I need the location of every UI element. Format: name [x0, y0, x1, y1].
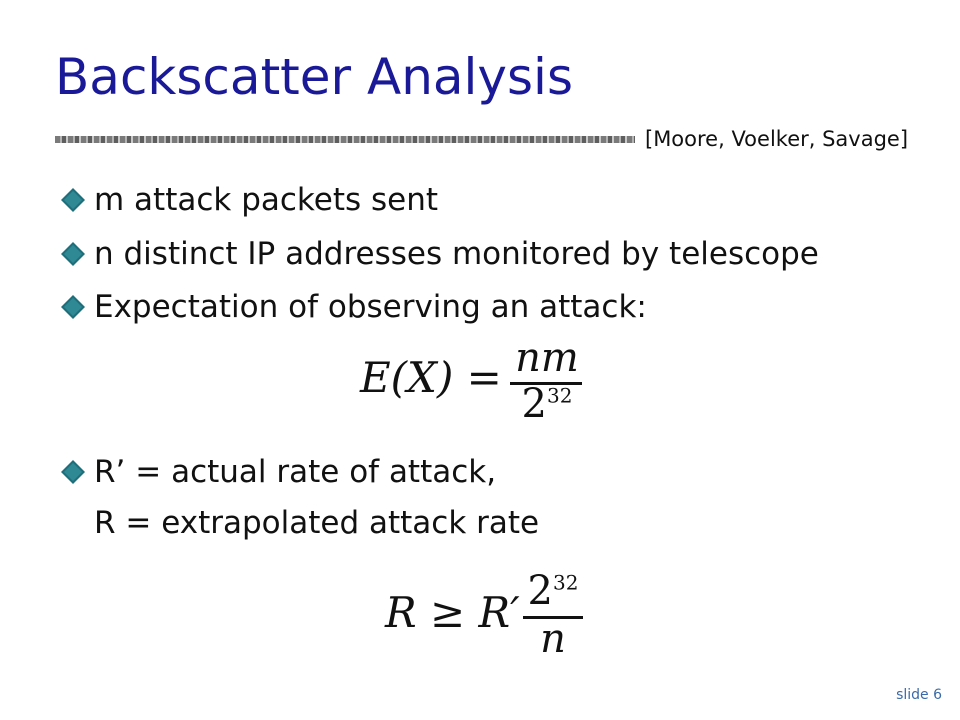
rate-equation	[385, 568, 595, 660]
bullet-item	[60, 287, 647, 327]
equation-denominator: n	[540, 616, 566, 662]
equation-numerator: nm	[515, 335, 579, 381]
slide-number: slide 6	[896, 687, 942, 703]
title-underline-rule	[55, 136, 635, 143]
bullet-item	[60, 452, 496, 492]
diamond-bullet-icon	[60, 459, 86, 485]
numerator-exponent: 32	[553, 570, 579, 595]
denominator-exponent: 32	[547, 383, 573, 408]
bullet-text: n distinct IP addresses monitored by telescope	[94, 236, 819, 272]
bullet-item	[60, 234, 819, 274]
bullet-text: m attack packets sent	[94, 182, 439, 218]
diamond-bullet-icon	[60, 294, 86, 320]
equation-lhs: R ≥ R′	[385, 588, 520, 637]
bullet-continuation: R = extrapolated attack rate	[94, 505, 540, 541]
citation: [Moore, Voelker, Savage]	[645, 127, 909, 151]
equation-denominator	[512, 381, 582, 427]
bullet-item	[60, 180, 438, 220]
slide-title: Backscatter Analysis	[55, 48, 573, 106]
bullet-text: Expectation of observing an attack:	[94, 289, 647, 325]
numerator-base: 2	[527, 568, 553, 614]
equation-lhs: E(X) =	[360, 353, 502, 402]
equation-numerator	[525, 568, 581, 614]
expectation-equation	[360, 335, 590, 425]
denominator-base: 2	[521, 381, 547, 427]
diamond-bullet-icon	[60, 241, 86, 267]
diamond-bullet-icon	[60, 187, 86, 213]
bullet-text: R’ = actual rate of attack,	[94, 454, 497, 490]
